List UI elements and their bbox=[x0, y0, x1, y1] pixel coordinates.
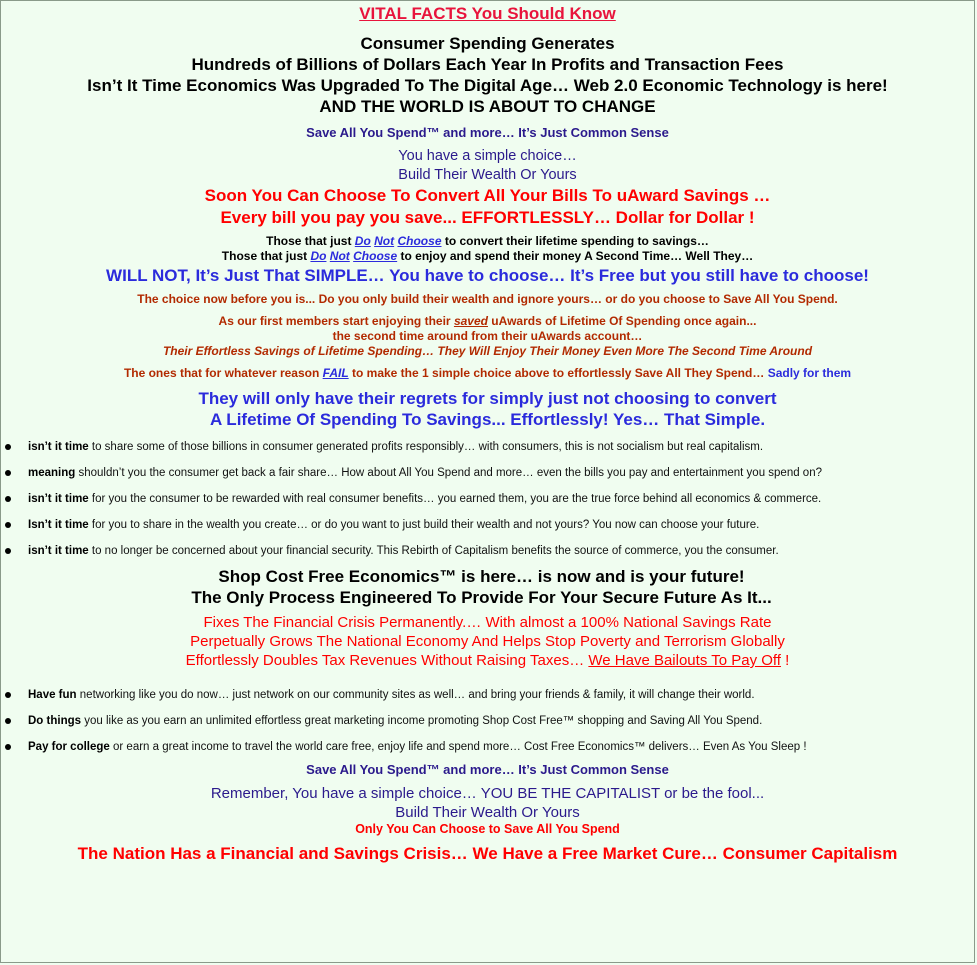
headline-2: Hundreds of Billions of Dollars Each Year In Profits and Transaction Fees bbox=[191, 55, 784, 74]
list-item: Have fun networking like you do now… just network on our community sites as well… and bring your friends & family, it will change their world. bbox=[0, 688, 975, 702]
every-bill: Every bill you pay you save... EFFORTLESSLY… Dollar for Dollar ! bbox=[220, 208, 755, 227]
list-item: Isn’t it time for you to share in the wealth you create… or do you want to just build their wealth and not yours? You now can choose your future. bbox=[0, 518, 975, 532]
regrets-line-1: They will only have their regrets for simply just not choosing to convert bbox=[198, 389, 777, 408]
members-line-3: Their Effortless Savings of Lifetime Spending… They Will Enjoy Their Money Even More The Second Time Around bbox=[162, 344, 813, 358]
those-that-just-1: Those that just Do Not Choose to convert their lifetime spending to savings… bbox=[266, 234, 709, 248]
list-item: isn’t it time to no longer be concerned about your financial security. This Rebirth of Capitalism benefits the source of commerce, you the consumer. bbox=[0, 544, 975, 558]
page-title[interactable]: VITAL FACTS You Should Know bbox=[359, 4, 616, 23]
only-you-line: Only You Can Choose to Save All You Spend bbox=[355, 822, 620, 836]
those-that-just-2: Those that just Do Not Choose to enjoy and spend their money A Second Time… Well They… bbox=[221, 249, 754, 263]
benefits-list bbox=[0, 688, 975, 754]
shop-cost-free-line: Shop Cost Free Economics™ is here… is now and is your future! bbox=[218, 567, 745, 586]
regrets-line-2: A Lifetime Of Spending To Savings... Effortlessly! Yes… That Simple. bbox=[209, 410, 766, 429]
list-item: Do things you like as you earn an unlimited effortless great marketing income promoting Shop Cost Free™ shopping and Saving All You Spend. bbox=[0, 714, 975, 728]
list-item: Pay for college or earn a great income to travel the world care free, enjoy life and spend more… Cost Free Economics™ delivers… Even As You Sleep ! bbox=[0, 740, 975, 754]
will-not-line: WILL NOT, It’s Just That SIMPLE… You have to choose… It’s Free but you still have to choose! bbox=[106, 266, 869, 285]
footer-save-tagline: Save All You Spend™ and more… It’s Just Common Sense bbox=[306, 762, 669, 777]
simple-choice: You have a simple choice… bbox=[398, 148, 577, 164]
members-line-2: the second time around from their uAwards account… bbox=[332, 329, 643, 343]
fixes-line-2: Perpetually Grows The National Economy And Helps Stop Poverty and Terrorism Globally bbox=[190, 633, 785, 650]
choice-now-line: The choice now before you is... Do you only build their wealth and ignore yours… or do you choose to Save All You Spend. bbox=[137, 292, 838, 306]
list-item: isn’t it time to share some of those billions in consumer generated profits responsibly… with consumers, this is not socialism but real capitalism. bbox=[0, 440, 975, 454]
soon-convert: Soon You Can Choose To Convert All Your Bills To uAward Savings … bbox=[204, 186, 771, 205]
nation-crisis-line: The Nation Has a Financial and Savings Crisis… We Have a Free Market Cure… Consumer Capitalism bbox=[77, 844, 898, 863]
list-item: isn’t it time for you the consumer to be rewarded with real consumer benefits… you earned them, you are the true force behind all economics & commerce. bbox=[0, 492, 975, 506]
fixes-line-3: Effortlessly Doubles Tax Revenues Without Raising Taxes… We Have Bailouts To Pay Off ! bbox=[185, 652, 790, 669]
headline-1: Consumer Spending Generates bbox=[360, 34, 615, 53]
bailouts-link[interactable]: We Have Bailouts To Pay Off bbox=[588, 652, 781, 669]
only-process-line: The Only Process Engineered To Provide For Your Secure Future As It... bbox=[191, 588, 772, 607]
headline-3: Isn’t It Time Economics Was Upgraded To The Digital Age… Web 2.0 Economic Technology is here! bbox=[87, 76, 888, 95]
headline-4: AND THE WORLD IS ABOUT TO CHANGE bbox=[319, 97, 656, 116]
footer-build-wealth: Build Their Wealth Or Yours bbox=[395, 804, 580, 821]
members-line-1: As our first members start enjoying their saved uAwards of Lifetime Of Spending once again... bbox=[218, 314, 757, 328]
list-item: meaning shouldn’t you the consumer get back a fair share… How about All You Spend and more… even the bills you pay and entertainment you spend on? bbox=[0, 466, 975, 480]
fixes-line-1: Fixes The Financial Crisis Permanently.… With almost a 100% National Savings Rate bbox=[203, 614, 772, 631]
build-wealth: Build Their Wealth Or Yours bbox=[398, 167, 577, 183]
isnt-it-time-list bbox=[0, 440, 975, 558]
remember-line: Remember, You have a simple choice… YOU BE THE CAPITALIST or be the fool... bbox=[210, 785, 765, 802]
save-all-tagline: Save All You Spend™ and more… It’s Just Common Sense bbox=[306, 125, 669, 140]
fail-line: The ones that for whatever reason FAIL to make the 1 simple choice above to effortlessly Save All They Spend… Sadly for them bbox=[123, 366, 852, 380]
